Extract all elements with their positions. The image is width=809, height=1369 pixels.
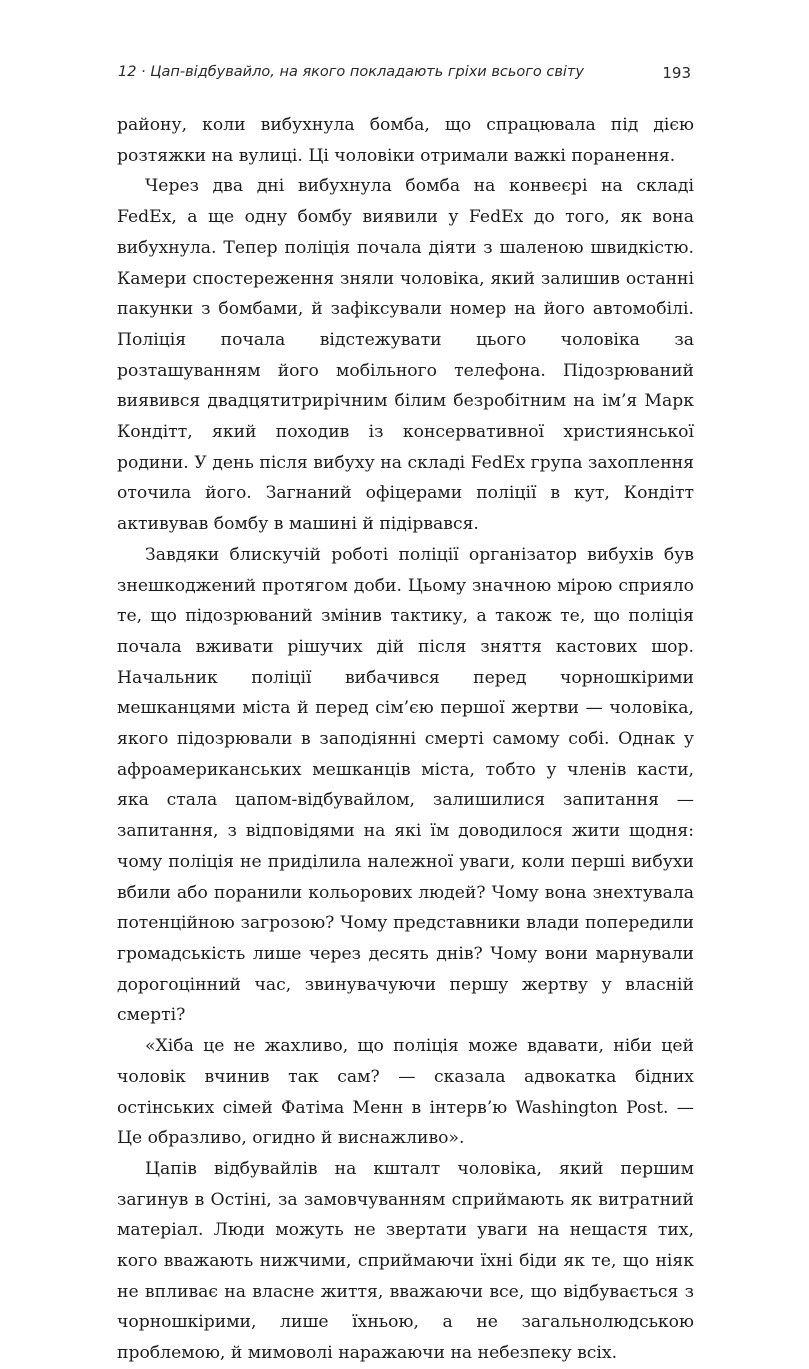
page-header — [118, 64, 691, 88]
running-head: 12 · Цап-відбувайло, на якого покладають гріхи всього світу — [118, 64, 584, 80]
paragraph-continuation: району, коли вибухнула бомба, що спрацювала під дією розтяжки на вулиці. Ці чоловіки отримали важкі поранення. — [117, 115, 694, 166]
paragraph: Цапів відбувайлів на кшталт чоловіка, який першим загинув в Остіні, за замовчуванням сприймають як витратний матеріал. Люди можуть не звертати уваги на нещастя тих, кого вважають нижчими, сприймаючи їхні біди як те, що ніяк не впливає на власне життя, вважаючи все, що відбувається з чорношкірими, лише їхньою, а не загальнолюдською проблемою, й мимоволі наражаючи на небезпеку всіх. — [117, 1158, 694, 1364]
paragraph-quote: «Хіба це не жахливо, що поліція може вдавати, ніби цей чоловік вчинив так сам? — сказала адвокатка бідних остінських сімей Фатіма Менн в інтерв’ю Washington Post. — Це образливо, огидно й виснажливо». — [117, 1036, 694, 1149]
paragraph: Завдяки блискучій роботі поліції організатор вибухів був знешкоджений протягом доби. Цьому значною мірою сприяло те, що підозрюваний змінив тактику, а також те, що поліція почала вживати рішучих дій після зняття кастових шор. Начальник поліції вибачився перед чорношкірими мешканцями міста й перед сім’єю першої жертви — чоловіка, якого підозрювали в заподіянні смерті самому собі. Однак у афроамериканських мешканців міста, тобто у членів касти, яка стала цапом-відбувайлом, залишилися запитання — запитання, з відповідями на які їм доводилося жити щодня: чому поліція не приділила належної уваги, коли перші вибухи вбили або поранили кольорових людей? Чому вона знехтувала потенційною загрозою? Чому представники влади попередили громадськість лише через десять днів? Чому вони марнували дорогоцінний час, звинувачуючи першу жертву у власній смерті? — [117, 544, 694, 1026]
paragraph: Через два дні вибухнула бомба на конвеєрі на складі FedEx, а ще одну бомбу виявили у FedEx до того, як вона вибухнула. Тепер поліція почала діяти з шаленою швидкістю. Камери спостереження зняли чоловіка, який залишив останні пакунки з бомбами, й зафіксували номер на його автомобілі. Поліція почала відстежувати цього чоловіка за розташуванням його мобільного телефона. Підозрюваний виявився двадцятитрирічним білим безробітним на ім’я Марк Кондітт, який походив із консервативної християнської родини. У день після вибуху на складі FedEx група захоплення оточила його. Загнаний офіцерами поліції в кут, Кондітт активував бомбу в машині й підірвався. — [117, 176, 694, 535]
page-number: 193 — [662, 64, 691, 82]
body-text — [117, 110, 694, 1369]
